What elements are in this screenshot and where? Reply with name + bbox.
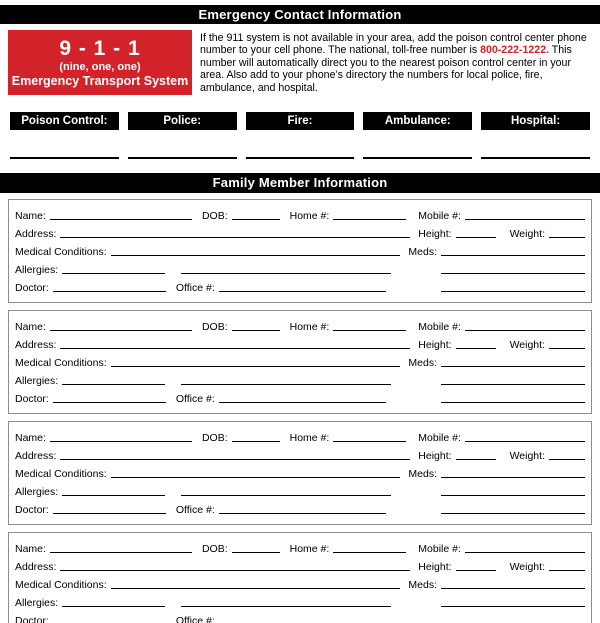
contact-label-box — [481, 112, 590, 130]
section-title-emergency: Emergency Contact Information — [0, 5, 600, 24]
contact-phone-blank-field[interactable] — [10, 157, 119, 159]
height-field[interactable] — [456, 348, 496, 349]
allergies-field[interactable] — [62, 384, 165, 385]
allergies-continuation-field[interactable] — [181, 273, 391, 274]
911-phonetic: (nine, one, one) — [59, 60, 141, 73]
meds-continuation-field-2[interactable] — [441, 402, 585, 403]
row-doctor-office — [15, 388, 585, 406]
meds-continuation-field-2[interactable] — [441, 513, 585, 514]
poison-control-paragraph — [200, 30, 592, 95]
address-label: Address: — [15, 339, 57, 351]
office-phone-field[interactable] — [219, 513, 386, 514]
office-phone-label: Office #: — [175, 282, 215, 294]
allergies-continuation-field[interactable] — [181, 384, 391, 385]
paragraph-text-before: If the 911 system is not available in your area, add the poison control center phone number to your cell phone. The national, toll-free number is — [200, 32, 587, 57]
allergies-continuation-field[interactable] — [181, 606, 391, 607]
weight-field[interactable] — [549, 237, 585, 238]
contact-column — [363, 112, 472, 159]
home-phone-field[interactable] — [333, 219, 406, 220]
medical-conditions-label: Medical Conditions: — [15, 246, 107, 258]
doctor-label: Doctor: — [15, 504, 49, 516]
family-member-block — [8, 532, 592, 623]
row-doctor-office — [15, 499, 585, 517]
height-label: Height: — [418, 228, 452, 240]
office-phone-field[interactable] — [219, 402, 386, 403]
dob-label: DOB: — [201, 210, 228, 222]
address-label: Address: — [15, 561, 57, 573]
family-member-block — [8, 310, 592, 414]
meds-label: Meds: — [408, 357, 437, 369]
section-title-family: Family Member Information — [0, 173, 600, 193]
home-phone-label: Home #: — [289, 210, 330, 222]
911-badge — [8, 30, 192, 95]
medical-conditions-field[interactable] — [111, 255, 401, 256]
weight-label: Weight: — [509, 228, 545, 240]
contact-label-box — [10, 112, 119, 130]
contact-phone-blank-field[interactable] — [481, 157, 590, 159]
allergies-continuation-field[interactable] — [181, 495, 391, 496]
meds-field[interactable] — [441, 366, 585, 367]
meds-continuation-field[interactable] — [441, 384, 585, 385]
name-field[interactable] — [50, 330, 192, 331]
row-name-dob-phones — [15, 316, 585, 334]
dob-field[interactable] — [232, 330, 280, 331]
doctor-label: Doctor: — [15, 615, 49, 623]
meds-label: Meds: — [408, 579, 437, 591]
office-phone-label: Office #: — [175, 615, 215, 623]
row-medical-meds — [15, 352, 585, 370]
contact-phone-blank-field[interactable] — [363, 157, 472, 159]
meds-continuation-field[interactable] — [441, 495, 585, 496]
address-field[interactable] — [60, 237, 410, 238]
meds-continuation-field[interactable] — [441, 273, 585, 274]
meds-label: Meds: — [408, 468, 437, 480]
allergies-field[interactable] — [62, 273, 165, 274]
medical-conditions-field[interactable] — [111, 366, 401, 367]
office-phone-field[interactable] — [219, 291, 386, 292]
row-doctor-office — [15, 610, 585, 623]
meds-continuation-field[interactable] — [441, 606, 585, 607]
mobile-phone-field[interactable] — [465, 219, 585, 220]
doctor-label: Doctor: — [15, 393, 49, 405]
row-name-dob-phones — [15, 538, 585, 556]
allergies-label: Allergies: — [15, 597, 59, 609]
height-field[interactable] — [456, 237, 496, 238]
mobile-phone-label: Mobile #: — [418, 432, 461, 444]
home-phone-label: Home #: — [289, 432, 330, 444]
mobile-phone-label: Mobile #: — [418, 210, 461, 222]
row-address-height-weight — [15, 223, 585, 241]
address-field[interactable] — [60, 570, 410, 571]
home-phone-field[interactable] — [333, 441, 406, 442]
weight-field[interactable] — [549, 348, 585, 349]
allergies-field[interactable] — [62, 606, 165, 607]
meds-continuation-field-2[interactable] — [441, 291, 585, 292]
row-address-height-weight — [15, 445, 585, 463]
row-medical-meds — [15, 463, 585, 481]
weight-field[interactable] — [549, 570, 585, 571]
medical-conditions-label: Medical Conditions: — [15, 468, 107, 480]
office-phone-label: Office #: — [175, 393, 215, 405]
row-allergies — [15, 370, 585, 388]
address-field[interactable] — [60, 348, 410, 349]
contact-column — [481, 112, 590, 159]
contact-label: Poison Control: — [21, 115, 108, 127]
meds-label: Meds: — [408, 246, 437, 258]
911-caption: Emergency Transport System — [11, 73, 189, 88]
height-label: Height: — [418, 450, 452, 462]
home-phone-label: Home #: — [289, 321, 330, 333]
home-phone-field[interactable] — [333, 330, 406, 331]
contact-label-box — [128, 112, 237, 130]
row-allergies — [15, 481, 585, 499]
row-name-dob-phones — [15, 205, 585, 223]
contact-column — [246, 112, 355, 159]
row-allergies — [15, 592, 585, 610]
emergency-info-section — [0, 30, 600, 95]
office-phone-label: Office #: — [175, 504, 215, 516]
meds-field[interactable] — [441, 588, 585, 589]
weight-label: Weight: — [509, 339, 545, 351]
mobile-phone-field[interactable] — [465, 552, 585, 553]
contact-label-box — [363, 112, 472, 130]
contact-label: Hospital: — [510, 115, 561, 127]
doctor-field[interactable] — [53, 513, 166, 514]
mobile-phone-field[interactable] — [465, 441, 585, 442]
address-field[interactable] — [60, 459, 410, 460]
allergies-label: Allergies: — [15, 375, 59, 387]
name-label: Name: — [15, 543, 46, 555]
mobile-phone-field[interactable] — [465, 330, 585, 331]
family-member-block — [8, 421, 592, 525]
row-medical-meds — [15, 241, 585, 259]
dob-field[interactable] — [232, 441, 280, 442]
name-field[interactable] — [50, 441, 192, 442]
name-field[interactable] — [50, 219, 192, 220]
contact-label: Fire: — [287, 115, 313, 127]
dob-field[interactable] — [232, 552, 280, 553]
dob-field[interactable] — [232, 219, 280, 220]
contact-column — [128, 112, 237, 159]
dob-label: DOB: — [201, 321, 228, 333]
medical-conditions-label: Medical Conditions: — [15, 357, 107, 369]
mobile-phone-label: Mobile #: — [418, 543, 461, 555]
home-phone-label: Home #: — [289, 543, 330, 555]
allergies-label: Allergies: — [15, 264, 59, 276]
weight-label: Weight: — [509, 450, 545, 462]
contact-label-box — [246, 112, 355, 130]
doctor-field[interactable] — [53, 402, 166, 403]
home-phone-field[interactable] — [333, 552, 406, 553]
row-address-height-weight — [15, 334, 585, 352]
dob-label: DOB: — [201, 432, 228, 444]
name-label: Name: — [15, 321, 46, 333]
height-label: Height: — [418, 339, 452, 351]
height-label: Height: — [418, 561, 452, 573]
row-name-dob-phones — [15, 427, 585, 445]
row-address-height-weight — [15, 556, 585, 574]
mobile-phone-label: Mobile #: — [418, 321, 461, 333]
paragraph-text-after: This number will automatically direct you to the nearest poison control center in your area. Also add to your phone’s directory the numbers for local police, fire, ambulance, and hospital. — [200, 44, 572, 94]
meds-field[interactable] — [441, 477, 585, 478]
address-label: Address: — [15, 228, 57, 240]
height-field[interactable] — [456, 570, 496, 571]
row-medical-meds — [15, 574, 585, 592]
medical-conditions-label: Medical Conditions: — [15, 579, 107, 591]
doctor-label: Doctor: — [15, 282, 49, 294]
medical-conditions-field[interactable] — [111, 588, 401, 589]
weight-field[interactable] — [549, 459, 585, 460]
family-member-blocks — [0, 199, 600, 623]
medical-conditions-field[interactable] — [111, 477, 401, 478]
name-label: Name: — [15, 432, 46, 444]
weight-label: Weight: — [509, 561, 545, 573]
name-field[interactable] — [50, 552, 192, 553]
height-field[interactable] — [456, 459, 496, 460]
allergies-field[interactable] — [62, 495, 165, 496]
contact-phone-blank-field[interactable] — [246, 157, 355, 159]
contact-label: Police: — [163, 115, 202, 127]
emergency-contacts-row — [0, 112, 600, 159]
contact-label: Ambulance: — [384, 115, 451, 127]
meds-field[interactable] — [441, 255, 585, 256]
row-allergies — [15, 259, 585, 277]
911-number: 9 - 1 - 1 — [59, 36, 141, 60]
allergies-label: Allergies: — [15, 486, 59, 498]
contact-phone-blank-field[interactable] — [128, 157, 237, 159]
family-member-block — [8, 199, 592, 303]
dob-label: DOB: — [201, 543, 228, 555]
poison-control-phone-number: 800-222-1222. — [480, 44, 550, 57]
contact-column — [10, 112, 119, 159]
name-label: Name: — [15, 210, 46, 222]
address-label: Address: — [15, 450, 57, 462]
doctor-field[interactable] — [53, 291, 166, 292]
row-doctor-office — [15, 277, 585, 295]
